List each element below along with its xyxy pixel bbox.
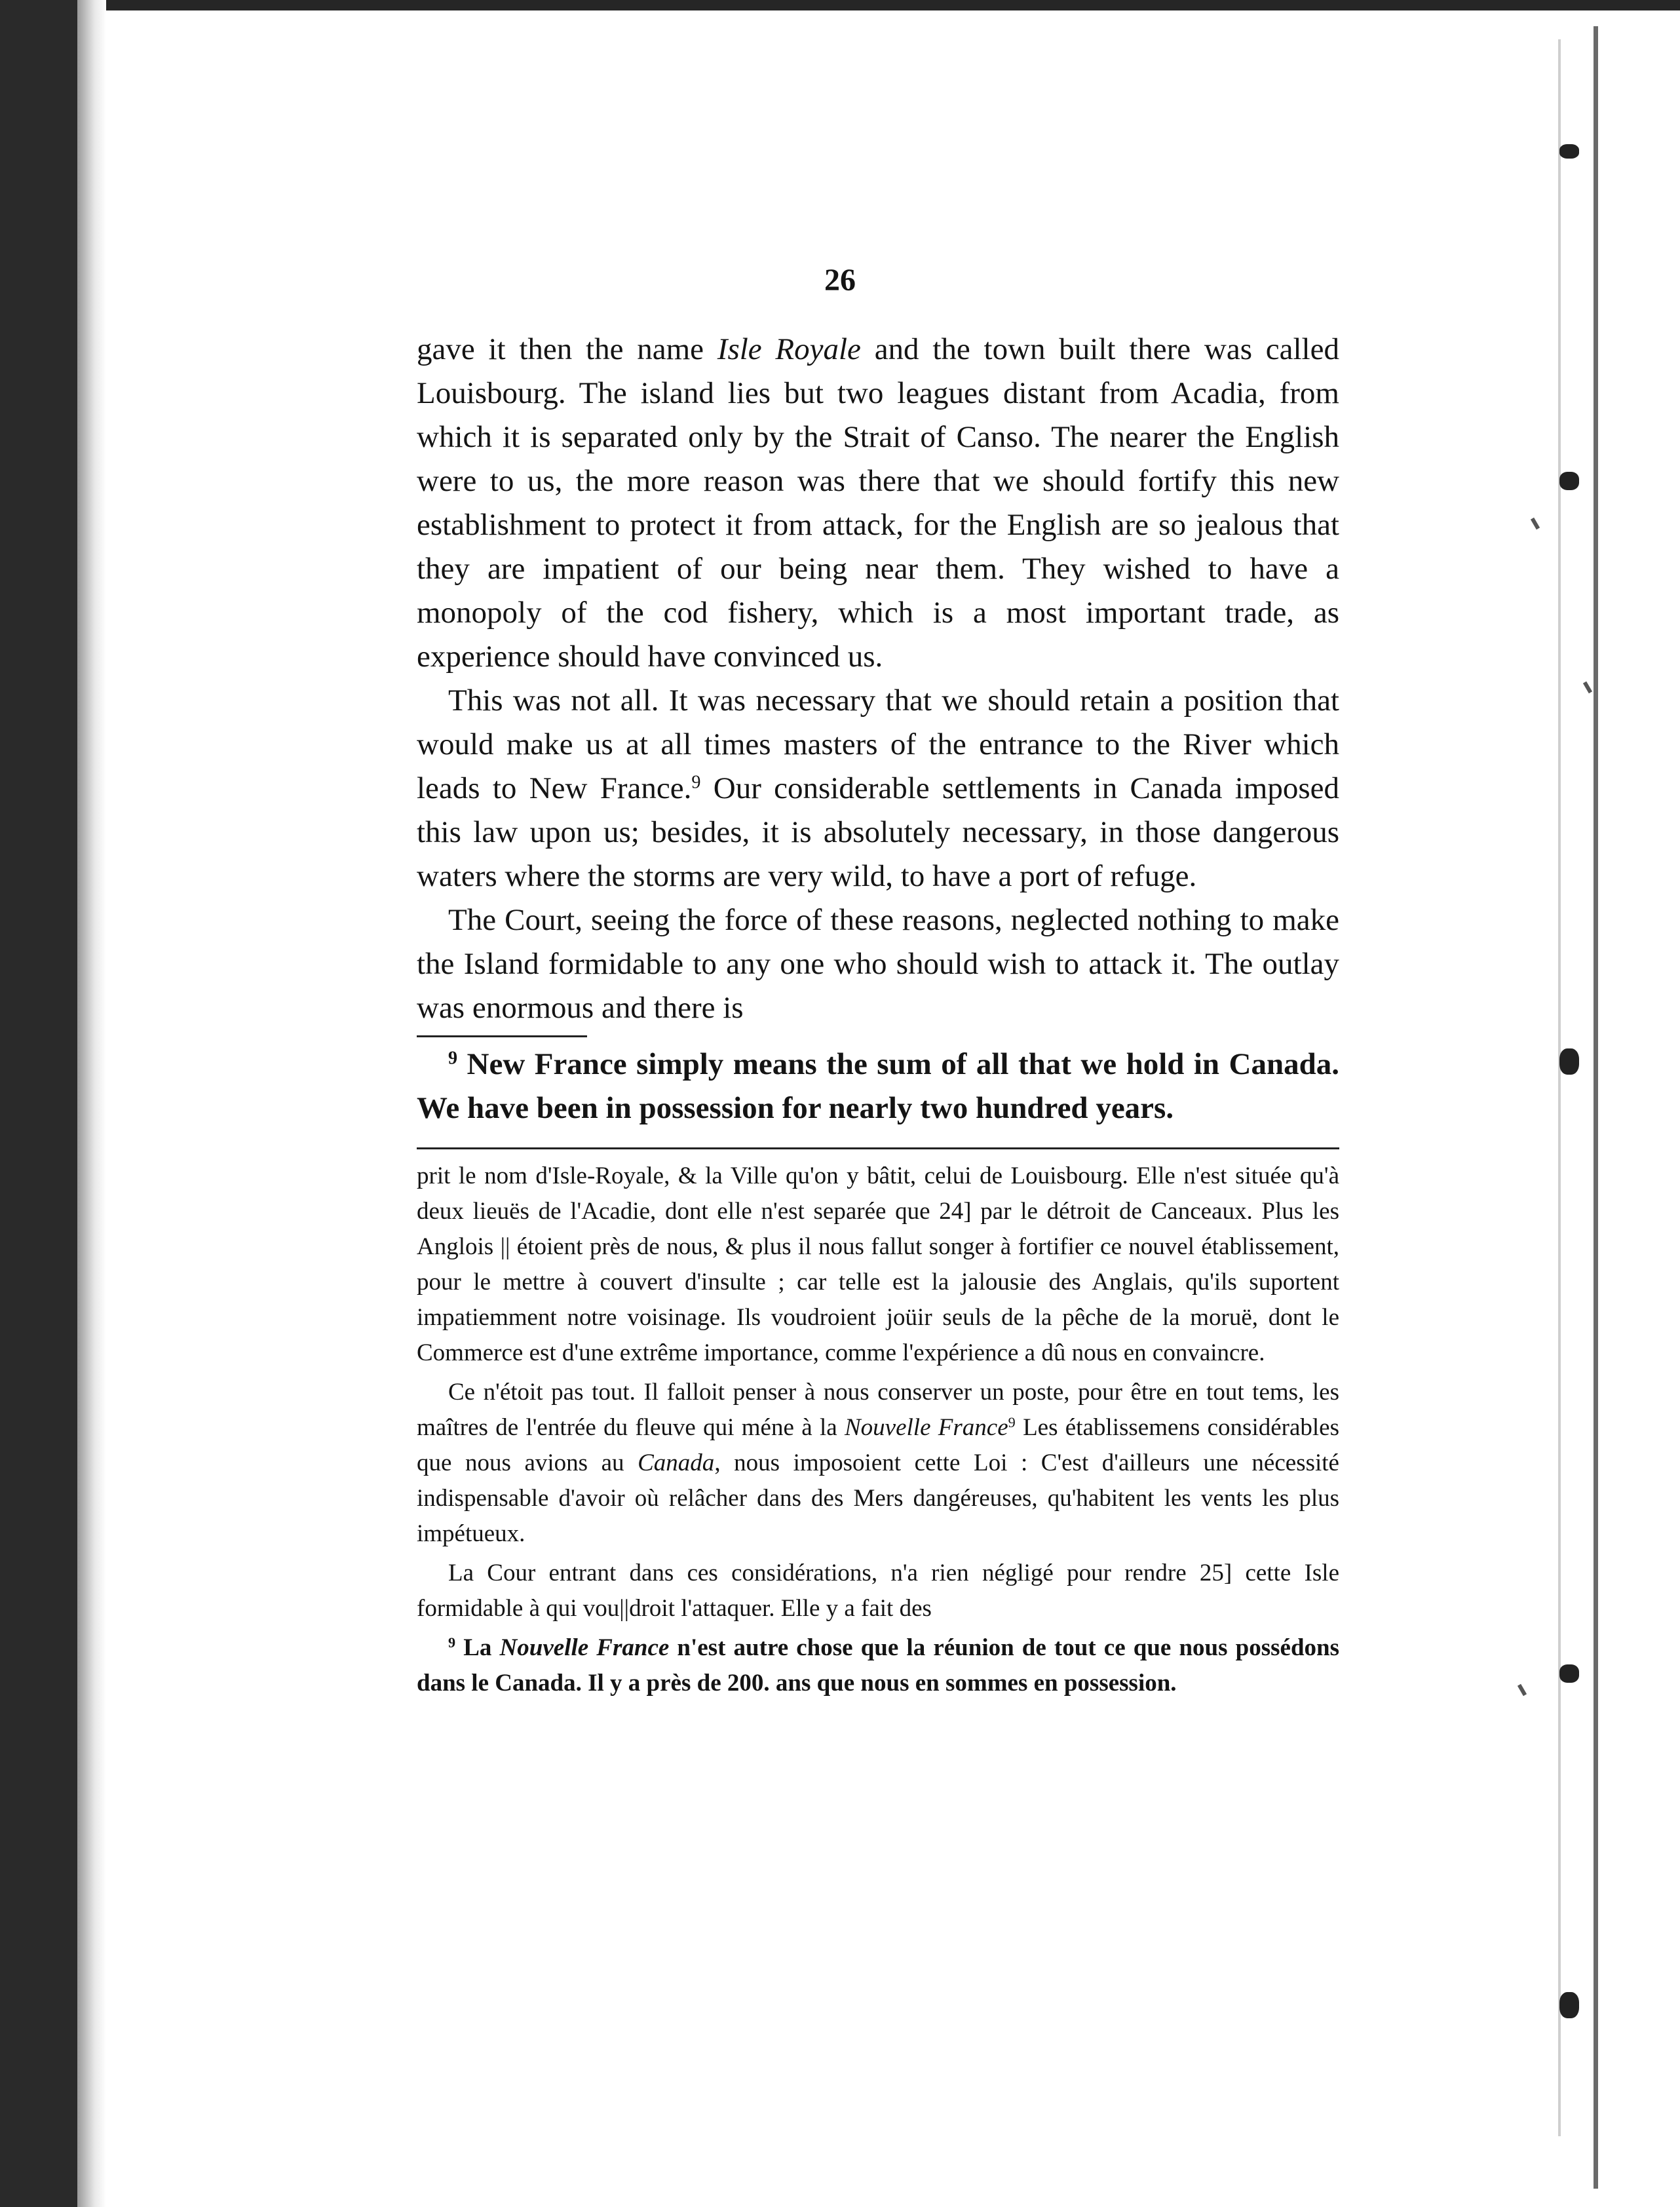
english-footnote: $^9$ New France simply means the sum of all that we hold in Canada. We have been in possession for nearly two hundred years.: [417, 1047, 1339, 1125]
scan-speck: [1531, 518, 1540, 530]
scan-top-edge: [0, 0, 1680, 10]
english-paragraph-2: This was not all. It was necessary that we should retain a position that would make us at all times masters of the entrance to the River which leads to New France.$^9$ Our considerable settlements in Canada imposed this law upon us; besides, it is absolutely necessary, in those dangerous waters where the storms are very wild, to have a port of refuge.: [417, 683, 1340, 893]
french-paragraph-3: La Cour entrant dans ces considérations, n'a rien négligé pour rendre 25] cette Isle formidable à qui vou||droit l'attaquer. Elle y a fait des: [417, 1560, 1339, 1622]
french-footnote: $^9$ La Nouvelle France n'est autre chose que la réunion de tout ce que nous possédons dans le Canada. Il y a près de 200. ans que nous en sommes en possession.: [417, 1634, 1339, 1697]
english-paragraph-1: gave it then the name Isle Royale and the town built there was called Louisbourg. The island lies but two leagues distant from Acadia, from which it is separated only by the Strait of Canso. The nearer the English were to us, the more reason was there that we should fortify this new establishment to protect it from attack, for the English are so jealous that they are impatient of our being near them. They wished to have a monopoly of the cod fishery, which is a most important trade, as experience should have convinced us.: [417, 332, 1339, 674]
scan-right-binding-line: [1594, 26, 1598, 2189]
footnote-marker: 9: [1008, 1413, 1016, 1430]
binding-mark: [1559, 472, 1579, 490]
binding-mark: [1559, 1992, 1579, 2018]
french-original: [417, 1159, 1339, 1701]
binding-mark: [1559, 1664, 1579, 1683]
scan-right-shadow: [1558, 39, 1561, 2136]
binding-mark: [1559, 144, 1579, 159]
scan-page-gutter: [77, 0, 106, 2207]
english-translation: [417, 328, 1339, 1130]
page-number: 26: [824, 263, 856, 297]
english-paragraph-3: The Court, seeing the force of these reasons, neglected nothing to make the Island formidable to any one who should wish to attack it. The outlay was enormous and there is: [417, 903, 1339, 1025]
footnote-divider: [417, 1035, 587, 1037]
french-paragraph-2: Ce n'étoit pas tout. Il falloit penser à nous conserver un poste, pour être en tout tems, les maîtres de l'entrée du fleuve qui méne à la Nouvelle France$^9$ Les établissemens considérables que nous avions au Canada, nous imposoient cette Loi : C'est d'ailleurs une nécessité indispensable d'avoir où relâcher dans des Mers dangéreuses, qu'habitent les vents les plus impétueux.: [417, 1379, 1339, 1547]
scan-speck: [1518, 1684, 1527, 1697]
page-content: [417, 328, 1339, 1701]
section-divider: [417, 1147, 1339, 1149]
scan-left-edge: [0, 0, 77, 2207]
scan-speck: [1583, 681, 1592, 694]
french-paragraph-1: prit le nom d'Isle-Royale, & la Ville qu'on y bâtit, celui de Louisbourg. Elle n'est située qu'à deux lieuës de l'Acadie, dont elle n'est separée que 24] par le détroit de Canceaux. Plus les Anglois || étoient près de nous, & plus il nous fallut songer à fortifier ce nouvel établissement, pour le mettre à couvert d'insulte ; car telle est la jalousie des Anglais, qu'ils suportent impatiemment notre voisinage. Ils voudroient joüir seuls de la pêche de la moruë, dont le Commerce est d'une extrême importance, comme l'expérience a dû nous en convaincre.: [417, 1162, 1339, 1366]
footnote-marker: 9: [691, 772, 701, 793]
binding-mark: [1559, 1048, 1579, 1075]
